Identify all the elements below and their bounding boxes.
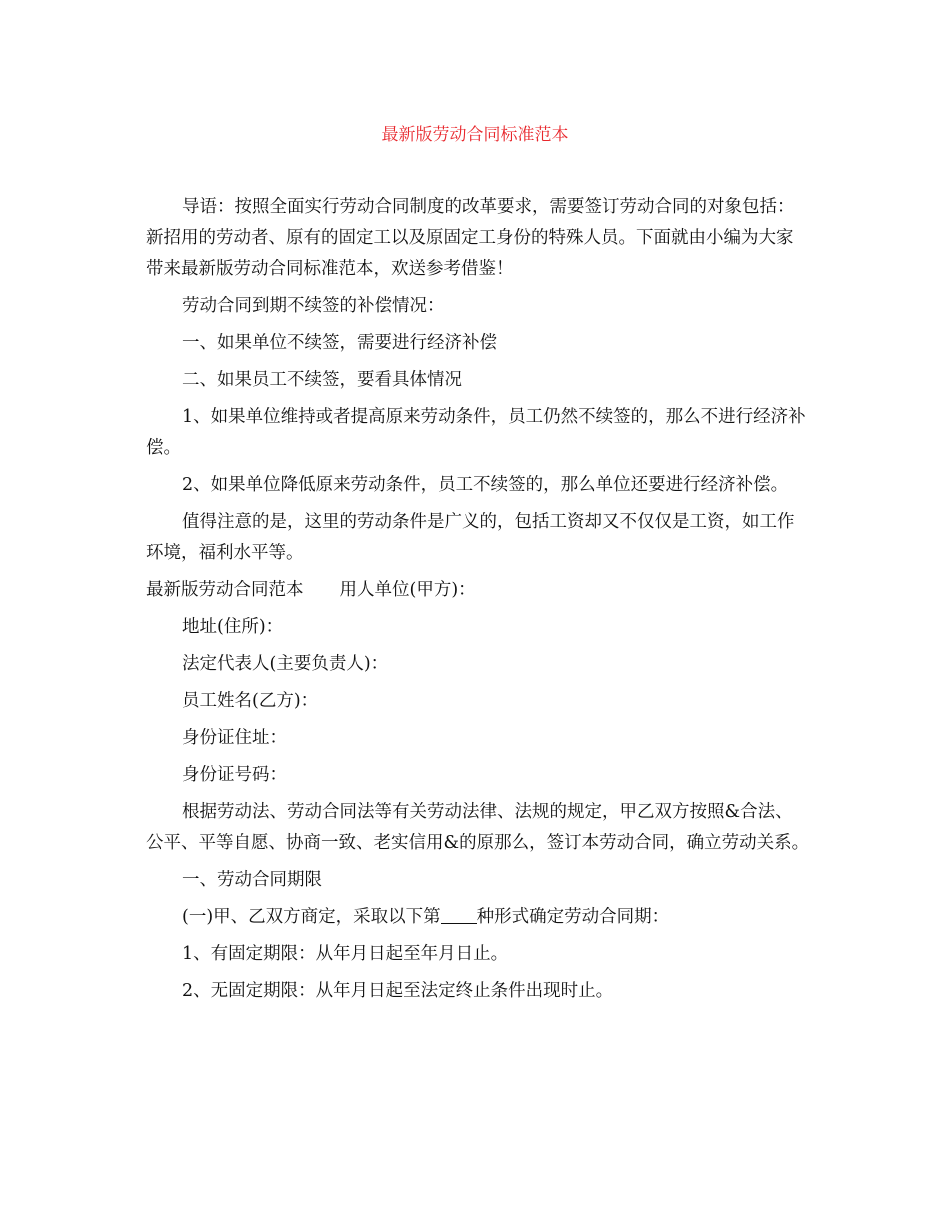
fill-in-blank [441, 905, 477, 924]
term-forms-prefix: (一)甲、乙双方商定，采取以下第 [182, 907, 441, 927]
document-body [146, 192, 810, 1013]
term-forms-suffix: 种形式确定劳动合同期： [476, 907, 670, 927]
paragraph-open-term: 2、无固定期限：从年月日起至法定终止条件出现时止。 [182, 981, 614, 1001]
paragraph-id-address: 身份证住址： [182, 728, 287, 748]
template-title: 最新版劳动合同范本 [146, 580, 304, 600]
paragraph-note: 值得注意的是，这里的劳动条件是广义的，包括工资却又不仅仅是工资，如工作环境，福利水平等。 [146, 512, 795, 563]
paragraph-legal-basis: 根据劳动法、劳动合同法等有关劳动法律、法规的规定，甲乙双方按照&合法、公平、平等自愿、协商一致、老实信用&的原那么，签订本劳动合同，确立劳动关系。 [146, 802, 810, 853]
paragraph-term-forms [146, 902, 810, 933]
document-title: 最新版劳动合同标准范本 [381, 125, 569, 145]
paragraph-address: 地址(住所)： [182, 617, 284, 637]
paragraph-employee-name: 员工姓名(乙方)： [182, 691, 319, 711]
paragraph-compensation-heading: 劳动合同到期不续签的补偿情况： [182, 296, 445, 316]
paragraph-fixed-term: 1、有固定期限：从年月日起至年月日止。 [182, 944, 509, 964]
paragraph-case-1: 1、如果单位维持或者提高原来劳动条件，员工仍然不续签的，那么不进行经济补偿。 [146, 407, 806, 458]
paragraph-employer-not-renew: 一、如果单位不续签，需要进行经济补偿 [182, 333, 497, 353]
paragraph-id-number: 身份证号码： [182, 765, 287, 785]
paragraph-legal-rep: 法定代表人(主要负责人)： [182, 654, 389, 674]
paragraph-case-2: 2、如果单位降低原来劳动条件，员工不续签的，那么单位还要进行经济补偿。 [182, 475, 789, 495]
paragraph-section-1: 一、劳动合同期限 [182, 870, 322, 890]
paragraph-employee-not-renew: 二、如果员工不续签，要看具体情况 [182, 370, 462, 390]
paragraph-intro: 导语：按照全面实行劳动合同制度的改革要求，需要签订劳动合同的对象包括：新招用的劳动者、原有的固定工以及原固定工身份的特殊人员。下面就由小编为大家带来最新版劳动合同标准范本，欢送参考借鉴！ [146, 197, 795, 279]
paragraph-template-heading [146, 575, 810, 606]
employer-label: 用人单位(甲方)： [339, 580, 476, 600]
